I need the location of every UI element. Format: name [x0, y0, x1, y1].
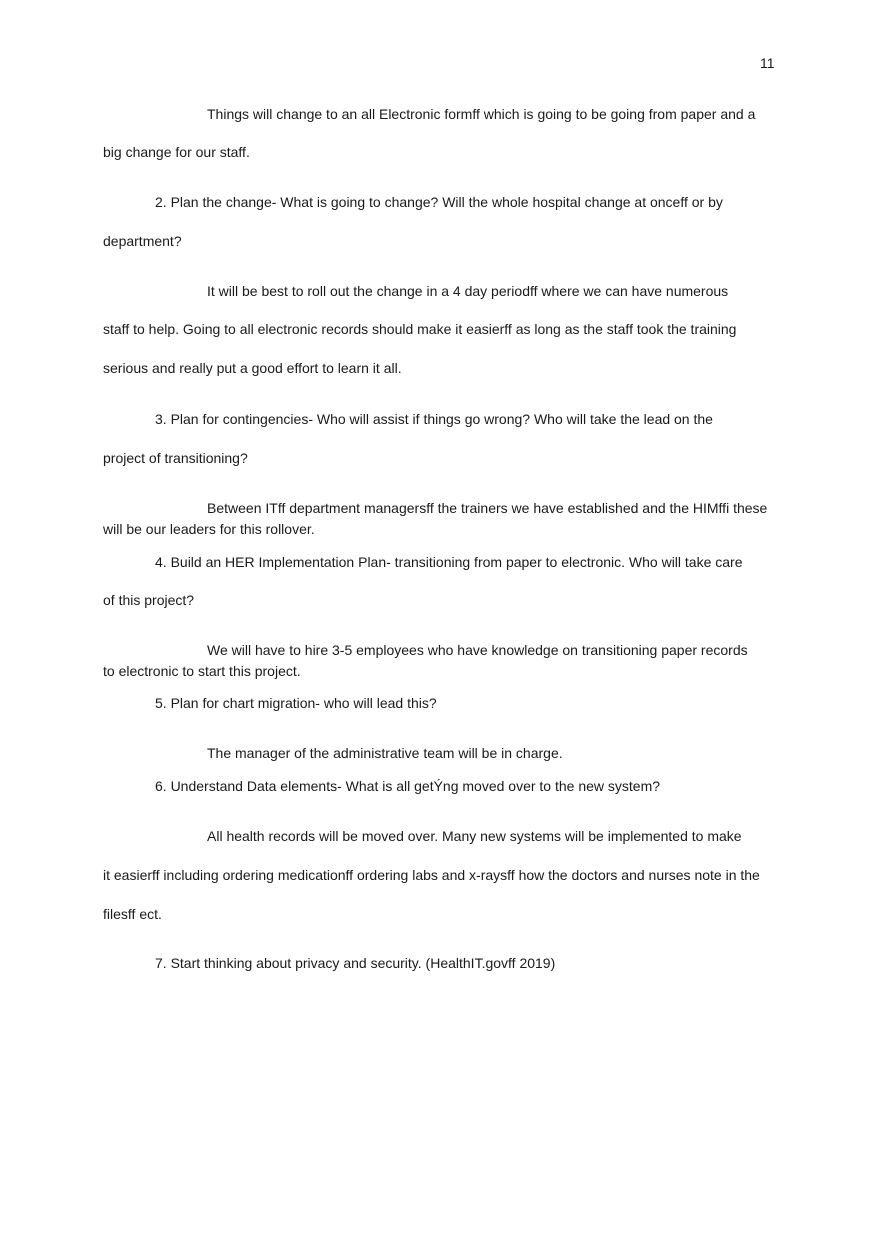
paragraph-line: It will be best to roll out the change in a 4 day periodff where we can have numerous [207, 283, 729, 299]
paragraph-line: it easierff including ordering medicationff ordering labs and x-raysff how the doctors and nurses note in the [103, 867, 760, 883]
step-heading: 3. Plan for contingencies- Who will assist if things go wrong? Who will take the lead on the [155, 411, 713, 427]
paragraph-line: of this project? [103, 592, 195, 608]
paragraph-line: filesff ect. [103, 906, 162, 922]
paragraph-line: department? [103, 233, 182, 249]
step-heading: 4. Build an HER Implementation Plan- transitioning from paper to electronic. Who will take care [155, 554, 743, 570]
paragraph-line: to electronic to start this project. [103, 663, 301, 679]
paragraph-line: Things will change to an all Electronic formff which is going to be going from paper and a [207, 106, 756, 122]
step-heading: 2. Plan the change- What is going to change? Will the whole hospital change at onceff or by [155, 194, 723, 210]
paragraph-line: serious and really put a good effort to learn it all. [103, 360, 402, 376]
paragraph-line: project of transitioning? [103, 450, 248, 466]
paragraph-line: Between ITff department managersff the trainers we have established and the HIMffi these [207, 500, 768, 516]
paragraph-line: The manager of the administrative team will be in charge. [207, 745, 563, 761]
paragraph-line: staff to help. Going to all electronic records should make it easierff as long as the staff took the training [103, 321, 737, 337]
page-number: 11 [760, 55, 775, 71]
paragraph-line: big change for our staff. [103, 144, 250, 160]
step-heading: 6. Understand Data elements- What is all getÝng moved over to the new system? [155, 778, 661, 794]
step-heading: 5. Plan for chart migration- who will lead this? [155, 695, 437, 711]
paragraph-line: All health records will be moved over. Many new systems will be implemented to make [207, 828, 742, 844]
paragraph-line: We will have to hire 3-5 employees who have knowledge on transitioning paper records [207, 642, 748, 658]
paragraph-line: will be our leaders for this rollover. [103, 521, 315, 537]
step-heading: 7. Start thinking about privacy and security. (HealthIT.govff 2019) [155, 955, 556, 971]
